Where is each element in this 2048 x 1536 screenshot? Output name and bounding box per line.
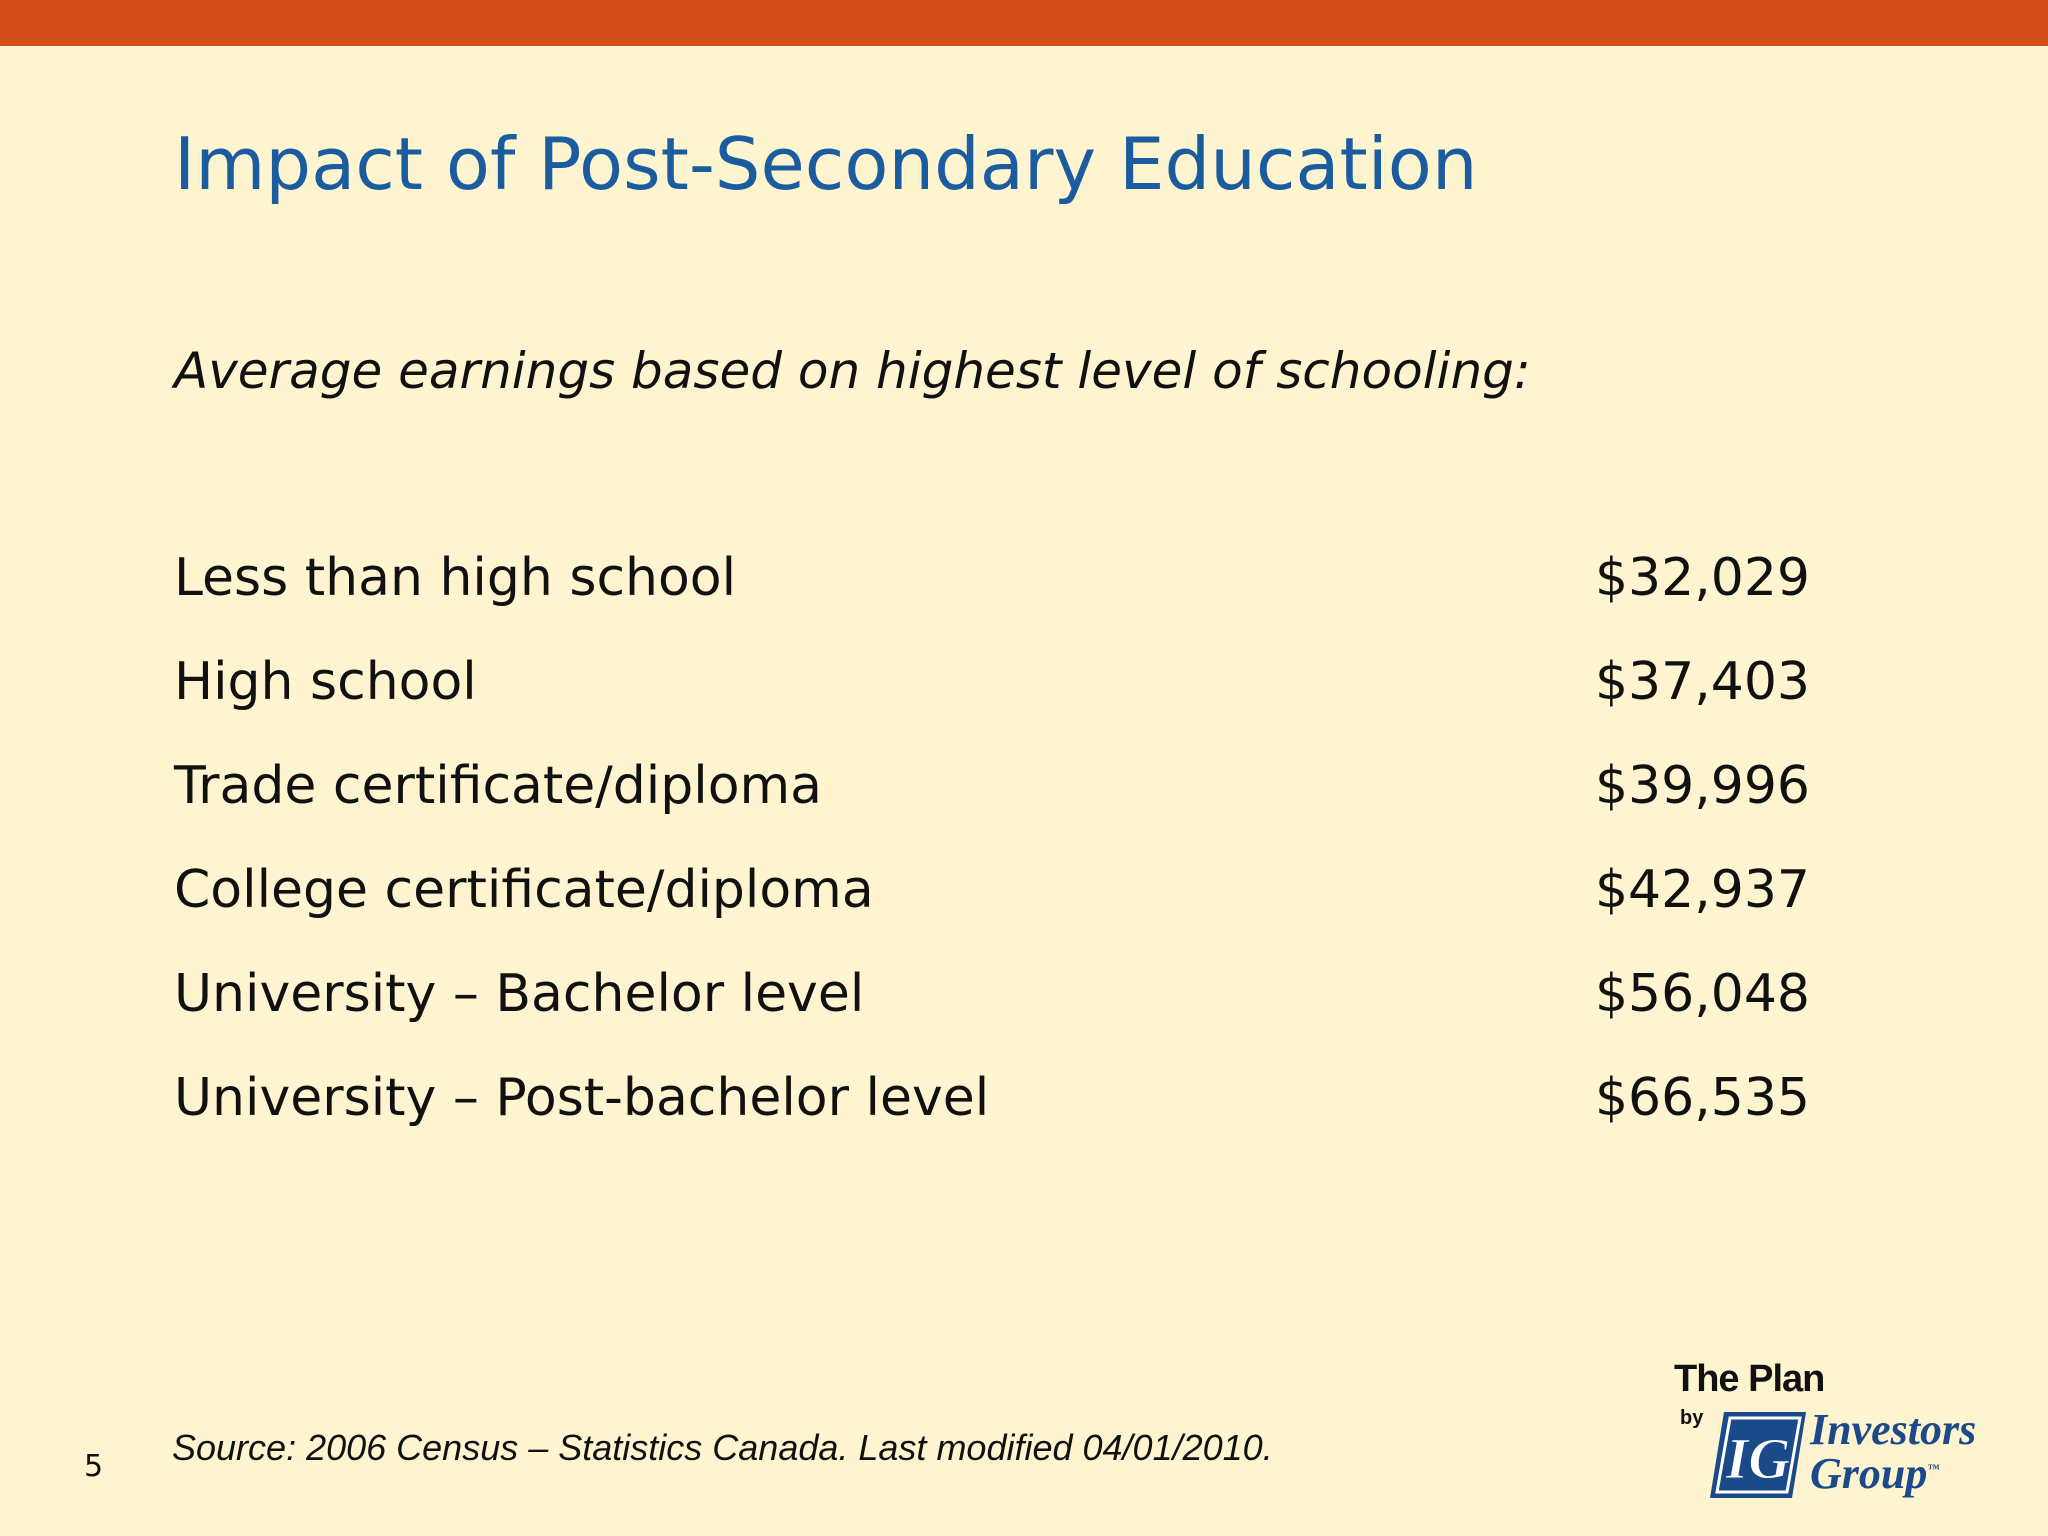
logo-group-text: Group [1810, 1449, 1928, 1498]
ig-logo-icon [1710, 1412, 1806, 1498]
schooling-level: Less than high school [174, 548, 737, 608]
earnings-amount: $39,996 [1594, 756, 1810, 816]
earnings-row [174, 550, 1810, 654]
slide-title: Impact of Post-Secondary Education [174, 122, 1478, 206]
earnings-list [174, 550, 1810, 1174]
earnings-amount: $42,937 [1594, 860, 1810, 920]
earnings-row [174, 654, 1810, 758]
schooling-level: High school [174, 652, 477, 712]
page-number: 5 [84, 1449, 104, 1484]
source-citation: Source: 2006 Census – Statistics Canada. Last modified 04/01/2010. [172, 1427, 1273, 1468]
logo-group [1810, 1449, 1940, 1498]
logo-the-plan: The Plan [1674, 1358, 1825, 1400]
earnings-row [174, 862, 1810, 966]
slide-subtitle: Average earnings based on highest level of schooling: [174, 342, 1531, 400]
earnings-row [174, 966, 1810, 1070]
logo-investors: Investors [1810, 1405, 1977, 1454]
logo-mark-text: IG [1725, 1426, 1791, 1491]
earnings-amount: $56,048 [1594, 964, 1810, 1024]
schooling-level: Trade certificate/diploma [174, 756, 823, 816]
trademark-symbol: ™ [1927, 1461, 1940, 1476]
top-accent-bar [0, 0, 2048, 46]
schooling-level: College certificate/diploma [174, 860, 874, 920]
earnings-amount: $37,403 [1594, 652, 1810, 712]
earnings-amount: $32,029 [1594, 548, 1810, 608]
earnings-row [174, 758, 1810, 862]
logo-by: by [1680, 1407, 1704, 1429]
earnings-row [174, 1070, 1810, 1174]
schooling-level: University – Bachelor level [174, 964, 865, 1024]
earnings-amount: $66,535 [1594, 1068, 1810, 1128]
investors-group-logo [1670, 1360, 2020, 1510]
schooling-level: University – Post-bachelor level [174, 1068, 990, 1128]
